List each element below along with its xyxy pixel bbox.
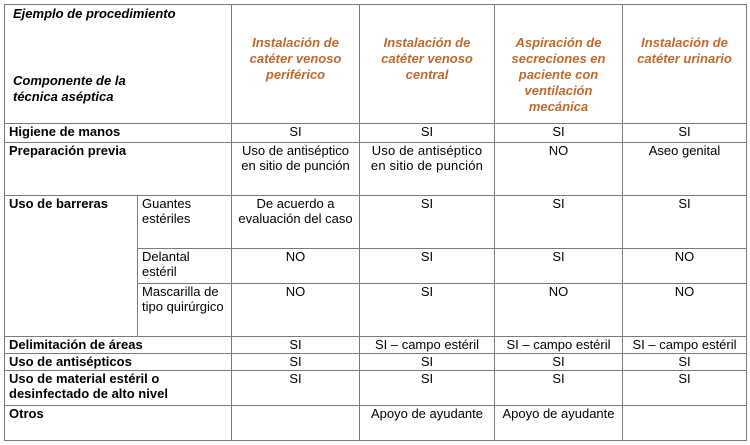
header-secretion-aspiration: Aspiración de secreciones en paciente con ventilación mecánica <box>495 5 623 124</box>
row-label-hand-hygiene: Higiene de manos <box>5 124 232 143</box>
corner-header-cell <box>5 5 232 124</box>
subrow-label-surgical-mask: Mascarilla de tipo quirúrgico <box>138 284 232 337</box>
row-label-prior-preparation: Preparación previa <box>5 143 232 196</box>
row-label-others: Otros <box>5 406 232 441</box>
row-label-antiseptic-use: Uso de antisépticos <box>5 354 232 371</box>
table-cell: Apoyo de ayudante <box>495 406 623 441</box>
table-cell: NO <box>232 249 360 284</box>
table-cell: NO <box>623 249 747 284</box>
table-cell: Uso de antiséptico en sitio de punción <box>232 143 360 196</box>
table-row <box>5 337 747 354</box>
table-cell: SI <box>232 124 360 143</box>
subrow-label-sterile-gown: Delantal estéril <box>138 249 232 284</box>
row-label-barrier-use: Uso de barreras <box>5 196 138 337</box>
table-cell: SI <box>623 124 747 143</box>
table-row <box>5 196 747 249</box>
header-central-catheter: Instalación de catéter venoso central <box>360 5 495 124</box>
header-row <box>5 5 747 124</box>
table-cell: SI <box>360 284 495 337</box>
table-cell: De acuerdo a evaluación del caso <box>232 196 360 249</box>
table-cell: SI – campo estéril <box>623 337 747 354</box>
header-peripheral-catheter: Instalación de catéter venoso periférico <box>232 5 360 124</box>
table-cell: Uso de antiséptico en sitio de punción <box>360 143 495 196</box>
table-cell: SI <box>360 196 495 249</box>
table-cell: NO <box>623 284 747 337</box>
table-row <box>5 143 747 196</box>
table-cell: SI <box>495 249 623 284</box>
table-cell: SI <box>360 124 495 143</box>
table-cell: SI <box>232 337 360 354</box>
table-cell: SI <box>360 371 495 406</box>
header-urinary-catheter: Instalación de catéter urinario <box>623 5 747 124</box>
table-cell: SI <box>232 354 360 371</box>
table-row <box>5 124 747 143</box>
table-cell: SI – campo estéril <box>360 337 495 354</box>
table-cell: SI <box>360 354 495 371</box>
table-cell: SI <box>495 196 623 249</box>
table-cell: SI – campo estéril <box>495 337 623 354</box>
table-cell: SI <box>623 196 747 249</box>
table-cell: NO <box>495 284 623 337</box>
table-cell: Aseo genital <box>623 143 747 196</box>
row-label-area-delimitation: Delimitación de áreas <box>5 337 232 354</box>
table-cell: SI <box>623 354 747 371</box>
table-row <box>5 371 747 406</box>
table-cell: SI <box>360 249 495 284</box>
aseptic-technique-table <box>4 4 747 441</box>
table-cell: Apoyo de ayudante <box>360 406 495 441</box>
table-row <box>5 406 747 441</box>
corner-component-label: Componente de la técnica aséptica <box>13 73 126 104</box>
table-cell: SI <box>623 371 747 406</box>
corner-procedure-label: Ejemplo de procedimiento <box>13 6 176 21</box>
table-cell: NO <box>232 284 360 337</box>
table-cell: SI <box>495 124 623 143</box>
table-cell <box>232 406 360 441</box>
subrow-label-sterile-gloves: Guantes estériles <box>138 196 232 249</box>
table-cell <box>623 406 747 441</box>
row-label-sterile-material: Uso de material estéril o desinfectado de alto nivel <box>5 371 232 406</box>
table-cell: NO <box>495 143 623 196</box>
table-cell: SI <box>495 371 623 406</box>
table-cell: SI <box>495 354 623 371</box>
table-row <box>5 354 747 371</box>
table-cell: SI <box>232 371 360 406</box>
